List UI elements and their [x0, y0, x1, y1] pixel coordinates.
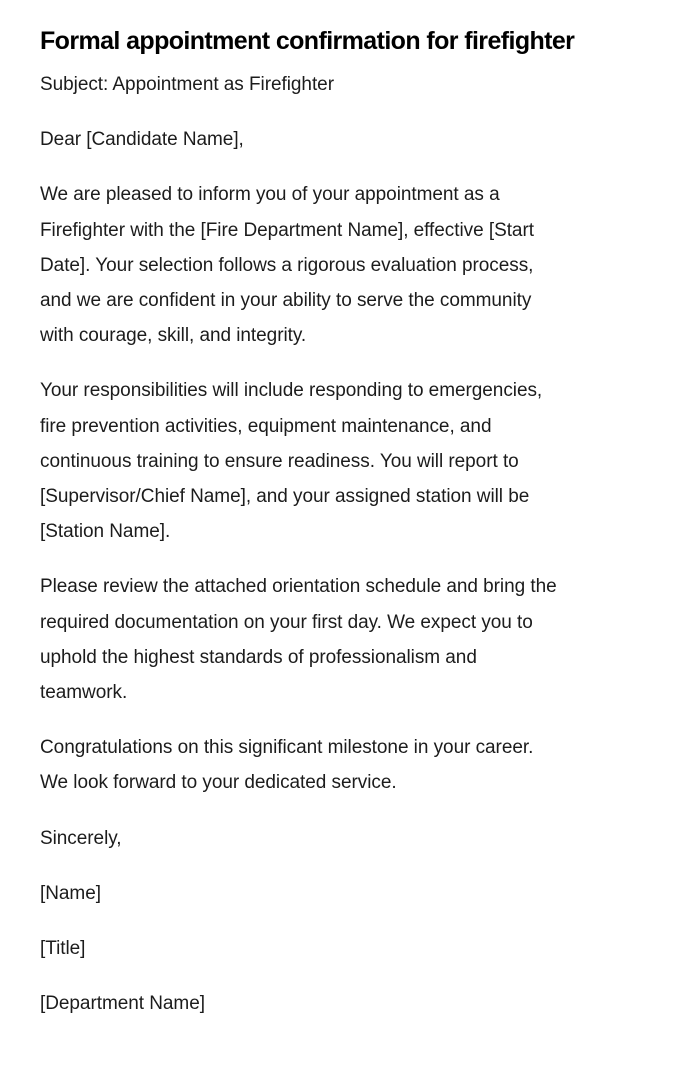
text-line: [Station Name]. — [40, 521, 171, 543]
signature-department: [Department Name] — [40, 993, 205, 1015]
paragraph-orientation — [40, 569, 660, 710]
subject-line: Subject: Appointment as Firefighter — [40, 74, 334, 95]
salutation: Dear [Candidate Name], — [40, 129, 244, 151]
text-line: Your responsibilities will include responding to emergencies, — [40, 380, 543, 402]
text-line: continuous training to ensure readiness. You will report to — [40, 450, 519, 472]
text-line: Date]. Your selection follows a rigorous evaluation process, — [40, 254, 534, 276]
text-line: We are pleased to inform you of your appointment as a — [40, 184, 500, 206]
text-line: uphold the highest standards of professionalism and — [40, 646, 477, 668]
document-title: Formal appointment confirmation for firefighter — [40, 27, 575, 55]
text-line: We look forward to your dedicated service. — [40, 772, 397, 794]
text-line: with courage, skill, and integrity. — [40, 325, 307, 347]
paragraph-appointment — [40, 177, 660, 353]
text-line: Congratulations on this significant milestone in your career. — [40, 737, 534, 759]
text-line: teamwork. — [40, 682, 128, 704]
signature-name: [Name] — [40, 882, 101, 904]
paragraph-responsibilities — [40, 373, 660, 549]
paragraph-congratulations — [40, 730, 660, 800]
text-line: fire prevention activities, equipment maintenance, and — [40, 415, 492, 437]
text-line: [Supervisor/Chief Name], and your assigned station will be — [40, 486, 530, 508]
text-line: and we are confident in your ability to serve the community — [40, 290, 532, 312]
closing: Sincerely, — [40, 827, 122, 849]
text-line: required documentation on your first day. We expect you to — [40, 611, 533, 633]
signature-title: [Title] — [40, 938, 86, 960]
text-line: Firefighter with the [Fire Department Name], effective [Start — [40, 219, 534, 241]
text-line: Please review the attached orientation schedule and bring the — [40, 576, 557, 598]
